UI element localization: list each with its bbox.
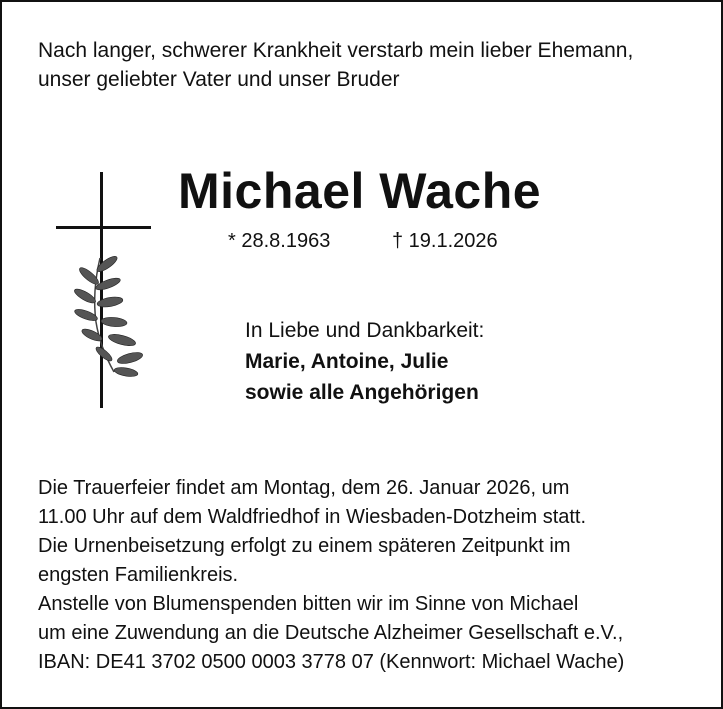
details-line: 11.00 Uhr auf dem Waldfriedhof in Wiesbaden-Dotzheim statt. (38, 506, 587, 528)
details-line: IBAN: DE41 3702 0500 0003 3778 07 (Kennwort: Michael Wache) (38, 651, 625, 673)
birth-date: * 28.8.1963 (228, 230, 331, 252)
details-line: Die Trauerfeier findet am Montag, dem 26. Januar 2026, um (38, 477, 570, 499)
death-date: † 19.1.2026 (392, 230, 498, 252)
details-line: Die Urnenbeisetzung erfolgt zu einem späteren Zeitpunkt im (38, 535, 571, 557)
intro-line-2: unser geliebter Vater und unser Bruder (38, 68, 400, 91)
intro-line-1: Nach langer, schwerer Krankheit verstarb mein lieber Ehemann, (38, 39, 634, 62)
details-line: Anstelle von Blumenspenden bitten wir im Sinne von Michael (38, 593, 579, 615)
details-line: engsten Familienkreis. (38, 564, 239, 586)
thanks-line-2: Marie, Antoine, Julie (245, 350, 449, 373)
thanks-block (245, 315, 484, 408)
cross-with-leaves-icon (56, 172, 151, 408)
intro-text (38, 36, 688, 94)
details-line: um eine Zuwendung an die Deutsche Alzheimer Gesellschaft e.V., (38, 622, 624, 644)
service-details (38, 474, 698, 677)
thanks-line-3: sowie alle Angehörigen (245, 381, 479, 404)
deceased-name: Michael Wache (178, 163, 542, 219)
thanks-line-1: In Liebe und Dankbarkeit: (245, 319, 485, 342)
